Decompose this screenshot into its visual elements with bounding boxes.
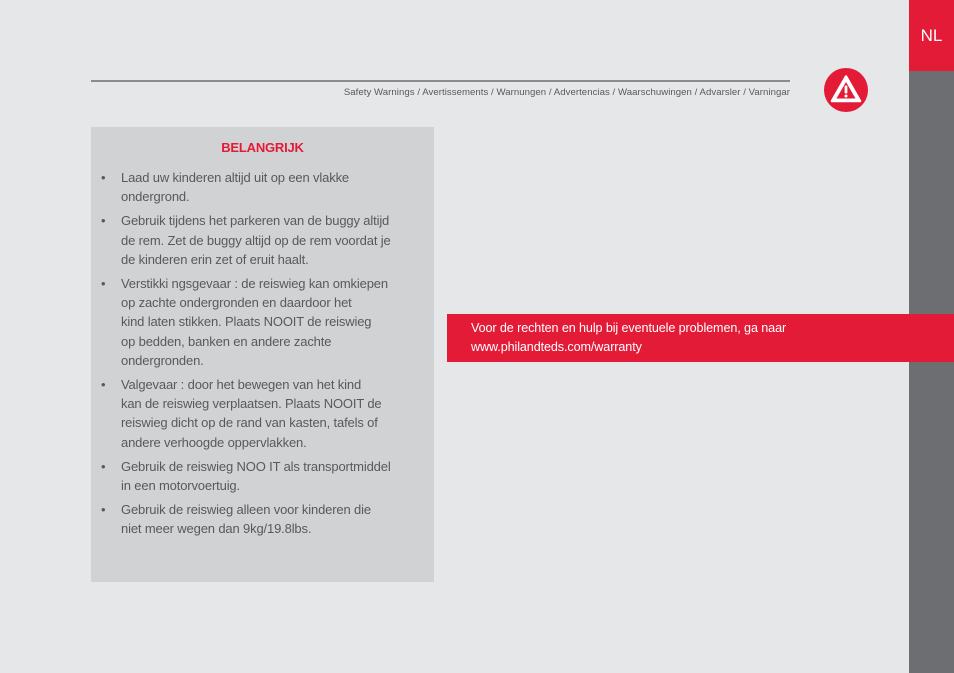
list-item bbox=[100, 168, 430, 206]
language-tab[interactable]: NL bbox=[909, 0, 954, 71]
list-item bbox=[100, 274, 430, 370]
list-item-text: Laad uw kinderen altijd uit op een vlakke ondergrond. bbox=[121, 170, 350, 205]
list-item bbox=[100, 457, 430, 495]
warning-triangle-icon bbox=[824, 68, 868, 112]
list-item bbox=[100, 211, 430, 269]
header-divider bbox=[91, 80, 790, 82]
warning-list bbox=[100, 168, 430, 544]
important-panel bbox=[91, 127, 434, 582]
list-item-text: Gebruik de reiswieg NOO IT als transportmiddel in een motorvoertuig. bbox=[121, 458, 391, 494]
warranty-text: Voor de rechten en hulp bij eventuele problemen, ga naar bbox=[471, 321, 787, 335]
breadcrumb: Safety Warnings / Avertissements / Warnungen / Advertencias / Waarschuwingen / Advarsler / Varningar bbox=[343, 87, 790, 98]
bullet-icon: • bbox=[101, 276, 106, 292]
bullet-icon: • bbox=[101, 213, 106, 229]
list-item-text: Gebruik de reiswieg alleen voor kinderen die niet meer wegen dan 9kg/19.8lbs. bbox=[121, 502, 371, 537]
list-item-text: Gebruik tijdens het parkeren van de buggy altijd de rem. Zet de buggy altijd op de rem voordat je de kinderen erin zet of eruit haalt. bbox=[121, 213, 391, 267]
bullet-icon: • bbox=[101, 458, 106, 474]
list-item bbox=[100, 375, 430, 452]
list-item-text: Verstikki ngsgevaar : de reiswieg kan omkiepen op zachte ondergronden en daardoor het kind laten stikken. Plaats NOOIT de reiswieg op bedden, banken en andere zachte ondergronden. bbox=[121, 276, 388, 368]
panel-title: BELANGRIJK bbox=[221, 140, 304, 155]
bullet-icon: • bbox=[101, 377, 106, 393]
warranty-link[interactable]: www.philandteds.com/warranty bbox=[471, 339, 642, 354]
bullet-icon: • bbox=[101, 502, 106, 518]
list-item bbox=[100, 500, 430, 538]
bullet-icon: • bbox=[101, 170, 106, 185]
warranty-banner bbox=[447, 314, 954, 362]
list-item-text: Valgevaar : door het bewegen van het kind kan de reiswieg verplaatsen. Plaats NOOIT de reiswieg dicht op de rand van kasten, tafels of andere verhoogde oppervlakken. bbox=[121, 377, 382, 450]
